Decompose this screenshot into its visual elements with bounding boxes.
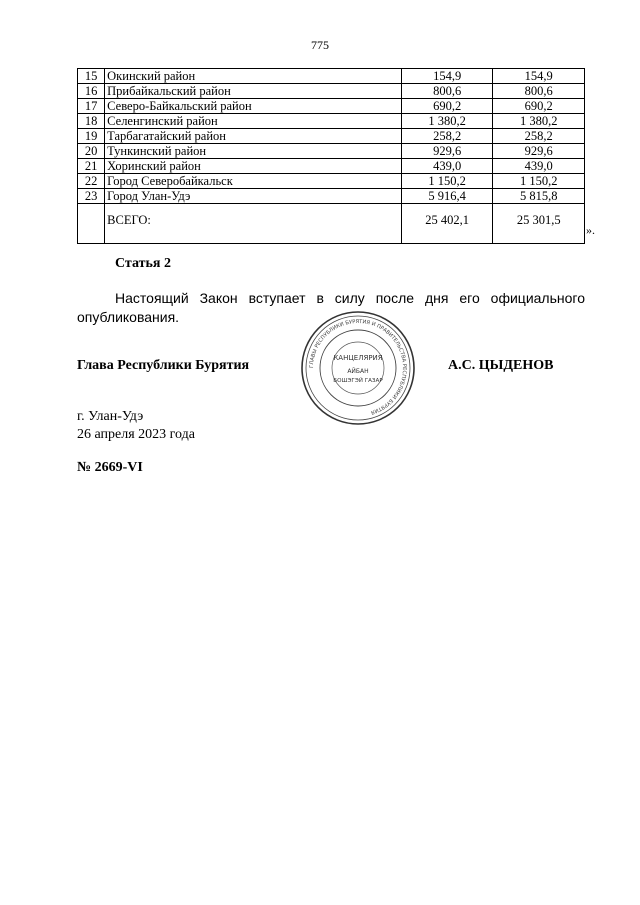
signer-name: А.С. ЦЫДЕНОВ: [448, 358, 554, 373]
cell-num: 20: [78, 144, 105, 159]
article-text-content: Настоящий Закон вступает в силу после дня его официального опубликования.: [77, 290, 585, 325]
svg-text:ГЛАВЫ РЕСПУБЛИКИ БУРЯТИЯ И ПРА: ГЛАВЫ РЕСПУБЛИКИ БУРЯТИЯ И ПРАВИТЕЛЬСТВА РЕСПУБЛИКИ БУРЯТИЯ: [308, 318, 408, 416]
cell-v1: 1 380,2: [401, 114, 493, 129]
cell-name: Хоринский район: [105, 159, 402, 174]
cell-v2: 929,6: [493, 144, 585, 159]
budget-table: [77, 68, 585, 244]
cell-name: Город Северобайкальск: [105, 174, 402, 189]
cell-name: Прибайкальский район: [105, 84, 402, 99]
cell-num: 21: [78, 159, 105, 174]
cell-name: Город Улан-Удэ: [105, 189, 402, 204]
cell-v2: 1 380,2: [493, 114, 585, 129]
cell-name: Северо-Байкальский район: [105, 99, 402, 114]
cell-v1: 800,6: [401, 84, 493, 99]
table-row: [78, 189, 585, 204]
cell-name: Окинский район: [105, 69, 402, 84]
cell-v1: 439,0: [401, 159, 493, 174]
table-row: [78, 84, 585, 99]
svg-text:БОШЭГЭЙ ГАЗАР: БОШЭГЭЙ ГАЗАР: [333, 378, 383, 384]
cell-num: 17: [78, 99, 105, 114]
cell-name: Тарбагатайский район: [105, 129, 402, 144]
cell-num: 15: [78, 69, 105, 84]
total-label: ВСЕГО:: [105, 204, 402, 244]
date: 26 апреля 2023 года: [77, 427, 195, 442]
table-row: [78, 69, 585, 84]
cell-v1: 929,6: [401, 144, 493, 159]
cell-num: 16: [78, 84, 105, 99]
table-row: [78, 129, 585, 144]
place: г. Улан-Удэ: [77, 409, 144, 424]
cell-v2: 5 815,8: [493, 189, 585, 204]
svg-text:КАНЦЕЛЯРИЯ: КАНЦЕЛЯРИЯ: [333, 354, 383, 362]
place-date-block: [77, 408, 195, 444]
cell-v1: 258,2: [401, 129, 493, 144]
table-body: [78, 69, 585, 244]
total-v2: 25 301,5: [493, 204, 585, 244]
signer-title: Глава Республики Бурятия: [77, 358, 250, 373]
table-row: [78, 144, 585, 159]
cell-v2: 439,0: [493, 159, 585, 174]
cell-v1: 1 150,2: [401, 174, 493, 189]
cell-v1: 5 916,4: [401, 189, 493, 204]
svg-text:АЙБАН: АЙБАН: [347, 368, 369, 375]
cell-name: Тункинский район: [105, 144, 402, 159]
cell-v2: 1 150,2: [493, 174, 585, 189]
cell-num: 19: [78, 129, 105, 144]
cell-name: Селенгинский район: [105, 114, 402, 129]
page-number: 775: [311, 38, 329, 52]
table-total-row: [78, 204, 585, 244]
cell-v1: 690,2: [401, 99, 493, 114]
table-row: [78, 159, 585, 174]
table-row: [78, 99, 585, 114]
cell-v1: 154,9: [401, 69, 493, 84]
total-empty: [78, 204, 105, 244]
table-row: [78, 114, 585, 129]
cell-v2: 154,9: [493, 69, 585, 84]
total-v1: 25 402,1: [401, 204, 493, 244]
article-heading: Статья 2: [115, 256, 171, 271]
cell-num: 23: [78, 189, 105, 204]
table-row: [78, 174, 585, 189]
law-number: № 2669-VI: [77, 460, 143, 475]
cell-v2: 800,6: [493, 84, 585, 99]
cell-v2: 258,2: [493, 129, 585, 144]
cell-num: 22: [78, 174, 105, 189]
table-closing-mark: ».: [586, 223, 595, 237]
cell-num: 18: [78, 114, 105, 129]
cell-v2: 690,2: [493, 99, 585, 114]
official-seal-stamp: [300, 310, 416, 426]
